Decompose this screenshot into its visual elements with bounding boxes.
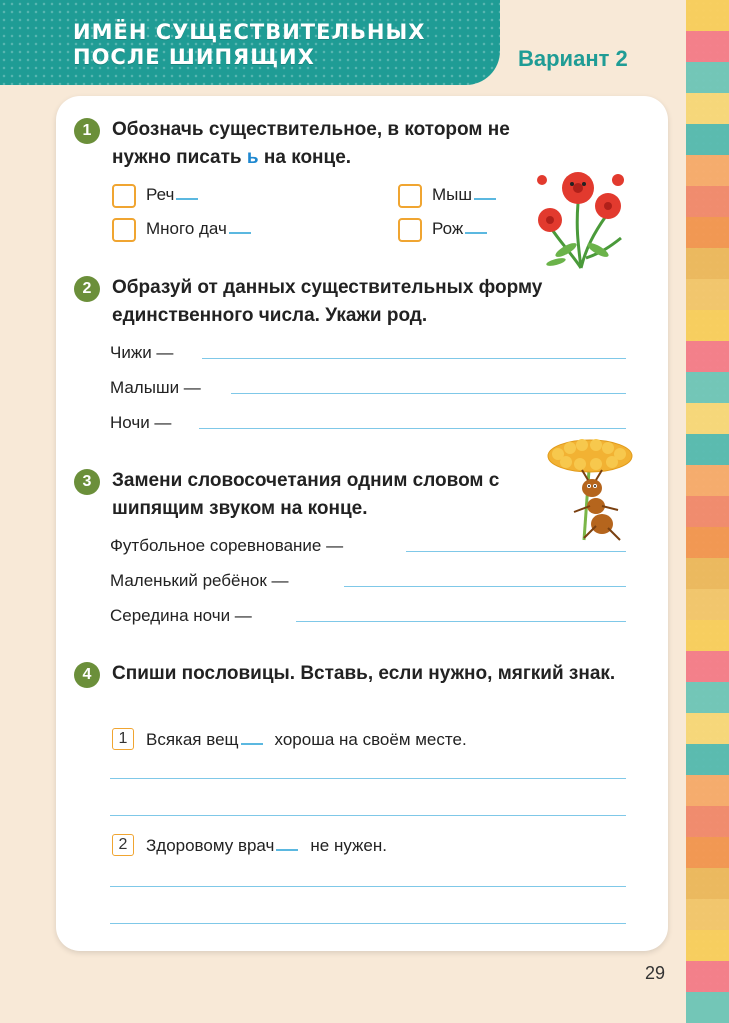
- strip-cell: [686, 961, 729, 992]
- strip-cell: [686, 527, 729, 558]
- answer-line[interactable]: [296, 621, 626, 622]
- proverb-2-number: 2: [112, 834, 134, 856]
- task-3-text: Замени словосочетания одним словом с шипящим звуком на конце.: [112, 470, 500, 519]
- task-3-item-3: Середина ночи —: [110, 606, 252, 625]
- strip-cell: [686, 93, 729, 124]
- task-2-item-2: Малыши —: [110, 378, 201, 397]
- strip-cell: [686, 744, 729, 775]
- answer-line[interactable]: [110, 778, 626, 779]
- answer-line[interactable]: [199, 428, 626, 429]
- answer-line[interactable]: [110, 923, 626, 924]
- strip-cell: [686, 186, 729, 217]
- answer-line[interactable]: [110, 815, 626, 816]
- task-1-badge: 1: [74, 118, 100, 144]
- task-2-text: Образуй от данных существительных форму единственного числа. Укажи род.: [112, 277, 543, 326]
- header-banner: [0, 0, 500, 85]
- worksheet-card: [56, 96, 668, 951]
- task-1-text: Обозначь существительное, в котором не нужно писать ь на конце.: [112, 119, 510, 168]
- task-3-item-2: Маленький ребёнок —: [110, 571, 289, 590]
- strip-cell: [686, 775, 729, 806]
- answer-line[interactable]: [231, 393, 626, 394]
- strip-cell: [686, 682, 729, 713]
- task-2-item-1: Чижи —: [110, 343, 174, 362]
- strip-cell: [686, 124, 729, 155]
- option-checkbox-3[interactable]: [112, 218, 136, 242]
- option-label-2: Мыш: [432, 185, 496, 205]
- option-label-3: Много дач: [146, 219, 251, 239]
- task-4-badge: 4: [74, 662, 100, 688]
- strip-cell: [686, 558, 729, 589]
- strip-cell: [686, 713, 729, 744]
- strip-cell: [686, 837, 729, 868]
- title-line-2: ПОСЛЕ ШИПЯЩИХ: [73, 45, 315, 69]
- task-3-badge: 3: [74, 469, 100, 495]
- strip-cell: [686, 434, 729, 465]
- answer-line[interactable]: [406, 551, 626, 552]
- page-number: 29: [645, 963, 666, 983]
- strip-cell: [686, 403, 729, 434]
- option-checkbox-1[interactable]: [112, 184, 136, 208]
- poppy-flowers-icon: [526, 158, 636, 270]
- strip-cell: [686, 248, 729, 279]
- strip-cell: [686, 930, 729, 961]
- proverb-2-text: Здоровому врач не нужен.: [146, 836, 387, 855]
- strip-cell: [686, 589, 729, 620]
- strip-cell: [686, 372, 729, 403]
- answer-line[interactable]: [202, 358, 626, 359]
- answer-line[interactable]: [344, 586, 626, 587]
- proverb-1-text: Всякая вещ хороша на своём месте.: [146, 730, 467, 749]
- option-checkbox-2[interactable]: [398, 184, 422, 208]
- title-line-1: ИМЁН СУЩЕСТВИТЕЛЬНЫХ: [73, 20, 426, 44]
- ant-with-dandelion-icon: [544, 436, 636, 544]
- strip-cell: [686, 0, 729, 31]
- task-2-badge: 2: [74, 276, 100, 302]
- strip-cell: [686, 279, 729, 310]
- strip-cell: [686, 341, 729, 372]
- strip-cell: [686, 620, 729, 651]
- strip-cell: [686, 868, 729, 899]
- soft-sign-highlight: ь: [246, 147, 259, 168]
- strip-cell: [686, 310, 729, 341]
- task-3-item-1: Футбольное соревнование —: [110, 536, 344, 555]
- strip-cell: [686, 651, 729, 682]
- option-label-1: Реч: [146, 185, 198, 205]
- strip-cell: [686, 217, 729, 248]
- strip-cell: [686, 155, 729, 186]
- variant-label: Вариант 2: [518, 46, 628, 71]
- strip-cell: [686, 496, 729, 527]
- option-label-4: Рож: [432, 219, 487, 239]
- proverb-1-number: 1: [112, 728, 134, 750]
- decorative-strip: [686, 0, 729, 1000]
- option-checkbox-4[interactable]: [398, 218, 422, 242]
- strip-cell: [686, 992, 729, 1023]
- strip-cell: [686, 31, 729, 62]
- strip-cell: [686, 62, 729, 93]
- answer-line[interactable]: [110, 886, 626, 887]
- strip-cell: [686, 806, 729, 837]
- task-2-item-3: Ночи —: [110, 413, 172, 432]
- strip-cell: [686, 465, 729, 496]
- task-4-text: Спиши пословицы. Вставь, если нужно, мягкий знак.: [112, 663, 616, 684]
- strip-cell: [686, 899, 729, 930]
